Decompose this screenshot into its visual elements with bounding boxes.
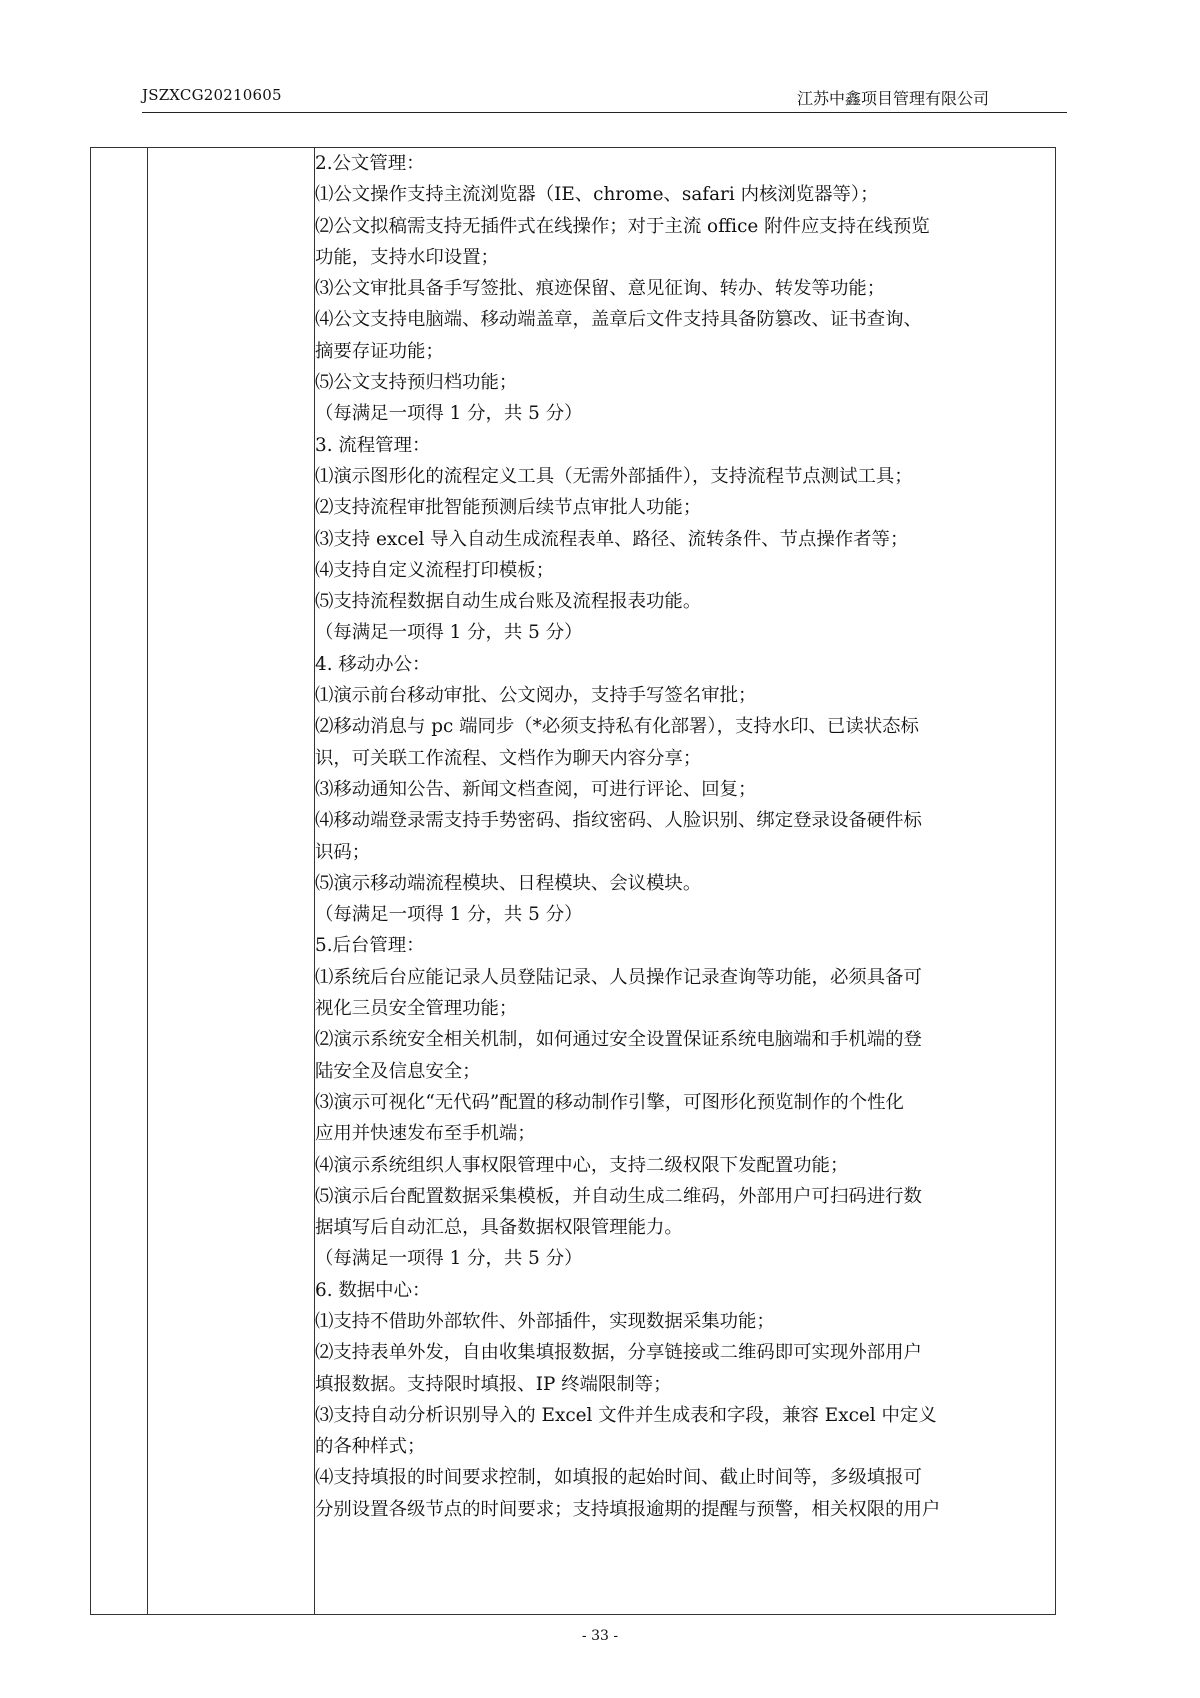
text-line: （每满足一项得 1 分，共 5 分） [315,622,583,644]
text-line: ⑵演示系统安全相关机制，如何通过安全设置保证系统电脑端和手机端的登 [315,1029,922,1051]
text-line: 陆安全及信息安全； [315,1060,481,1082]
text-line: ⑵公文拟稿需支持无插件式在线操作；对于主流 office 附件应支持在线预览 [315,215,930,237]
text-line: ⑷演示系统组织人事权限管理中心，支持二级权限下发配置功能； [315,1154,849,1176]
text-line: 视化三员安全管理功能； [315,998,518,1020]
requirement-text [315,148,1055,1525]
text-line: 分别设置各级节点的时间要求；支持填报逾期的提醒与预警，相关权限的用户 [315,1498,941,1520]
text-line: 应用并快速发布至手机端； [315,1123,536,1145]
text-line: ⑷移动端登录需支持手势密码、指纹密码、人脸识别、绑定登录设备硬件标 [315,810,922,832]
table-row [91,148,1056,1615]
text-line: ⑴系统后台应能记录人员登陆记录、人员操作记录查询等功能，必须具备可 [315,966,922,988]
text-line: ⑴演示图形化的流程定义工具（无需外部插件），支持流程节点测试工具； [315,465,913,487]
text-line: 据填写后自动汇总，具备数据权限管理能力。 [315,1217,683,1239]
text-line: （每满足一项得 1 分，共 5 分） [315,403,583,425]
company-name: 江苏中鑫项目管理有限公司 [796,89,989,108]
text-line: 识，可关联工作流程、文档作为聊天内容分享； [315,747,702,769]
header-divider [142,112,1067,113]
page-number: - 33 - [581,1628,619,1644]
text-line: 的各种样式； [315,1436,426,1458]
text-line: 2.公文管理： [315,153,425,174]
text-line: ⑴演示前台移动审批、公文阅办，支持手写签名审批； [315,685,757,707]
text-line: 6. 数据中心： [315,1279,431,1301]
text-line: 3. 流程管理： [315,434,431,456]
text-line: ⑷支持填报的时间要求控制，如填报的起始时间、截止时间等，多级填报可 [315,1467,922,1489]
text-line: ⑸支持流程数据自动生成台账及流程报表功能。 [315,591,702,613]
text-line: 填报数据。支持限时填报、IP 终端限制等； [315,1373,672,1395]
text-line: ⑷支持自定义流程打印模板； [315,559,555,581]
text-line: ⑴支持不借助外部软件、外部插件，实现数据采集功能； [315,1310,775,1332]
text-line: ⑷公文支持电脑端、移动端盖章，盖章后文件支持具备防篡改、证书查询、 [315,309,922,331]
text-line: ⑶支持 excel 导入自动生成流程表单、路径、流转条件、节点操作者等； [315,528,909,550]
text-line: ⑵移动消息与 pc 端同步（*必须支持私有化部署），支持水印、已读状态标 [315,716,919,738]
text-line: （每满足一项得 1 分，共 5 分） [315,904,583,926]
text-line: 功能，支持水印设置； [315,246,499,268]
text-line: （每满足一项得 1 分，共 5 分） [315,1248,583,1270]
document-id: JSZXCG20210605 [142,86,282,104]
text-line: ⑵支持表单外发，自由收集填报数据，分享链接或二维码即可实现外部用户 [315,1342,922,1364]
text-line: ⑴公文操作支持主流浏览器（IE、chrome、safari 内核浏览器等）； [315,184,879,206]
text-line: 识码； [315,841,371,863]
text-line: ⑸公文支持预归档功能； [315,372,518,394]
page-header [142,86,1067,114]
item-cell [148,148,315,1615]
text-line: ⑸演示移动端流程模块、日程模块、会议模块。 [315,872,702,894]
text-line: ⑶公文审批具备手写签批、痕迹保留、意见征询、转办、转发等功能； [315,278,886,300]
text-line: ⑸演示后台配置数据采集模板，并自动生成二维码，外部用户可扫码进行数 [315,1185,922,1207]
text-line: ⑶支持自动分析识别导入的 Excel 文件并生成表和字段，兼容 Excel 中定义 [315,1404,937,1426]
text-line: 摘要存证功能； [315,340,444,362]
index-cell [91,148,148,1615]
text-line: ⑵支持流程审批智能预测后续节点审批人功能； [315,497,702,519]
text-line: ⑶移动通知公告、新闻文档查阅，可进行评论、回复； [315,778,757,800]
text-line: ⑶演示可视化“无代码”配置的移动制作引擎，可图形化预览制作的个性化 [315,1091,904,1113]
text-line: 5.后台管理： [315,935,425,957]
requirements-table [90,147,1056,1615]
text-line: 4. 移动办公： [315,653,431,675]
content-cell [315,148,1056,1615]
